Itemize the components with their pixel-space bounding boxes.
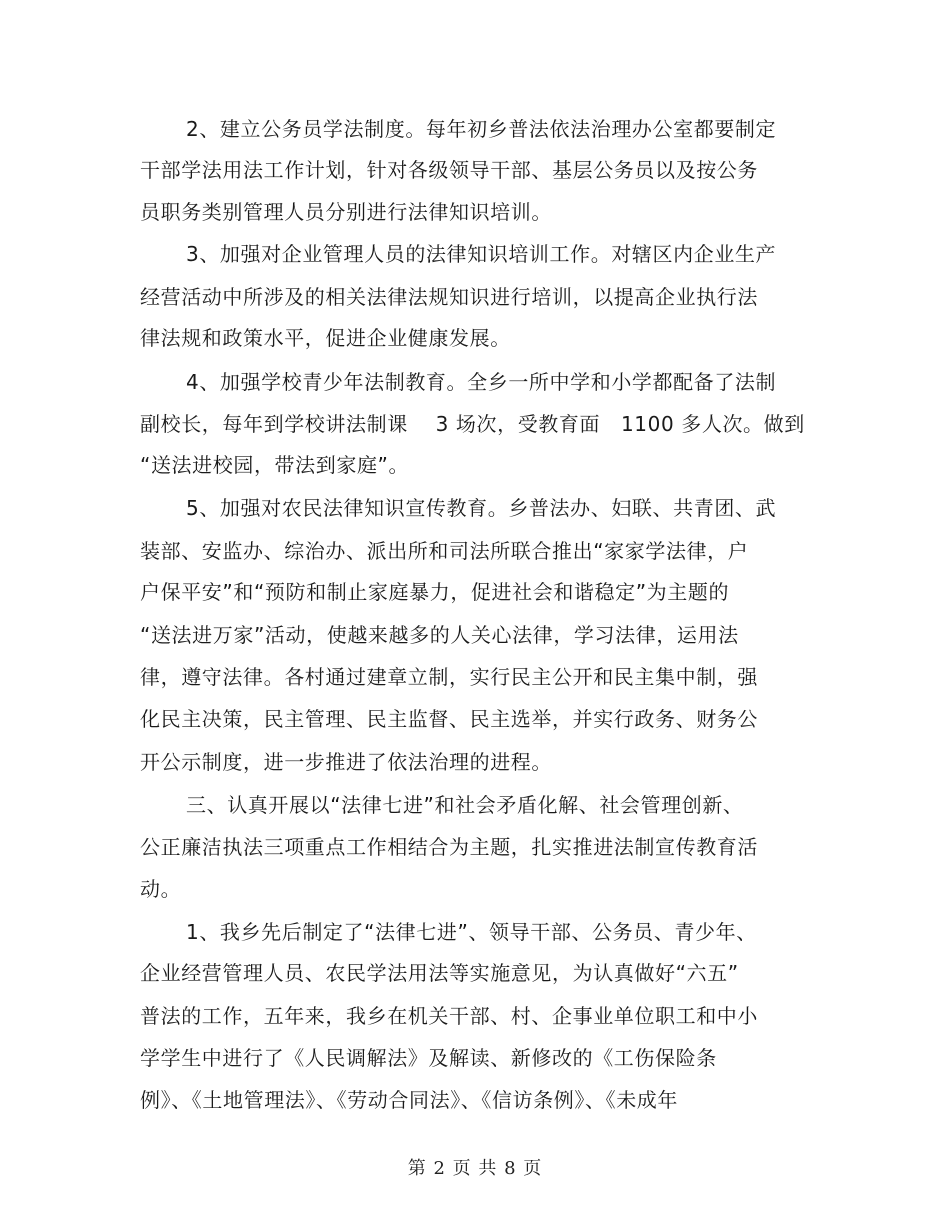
paragraph-line: 开公示制度，进一步推进了依法治理的进程。 — [140, 750, 552, 774]
paragraph-line: 律法规和政策水平，促进企业健康发展。 — [140, 326, 511, 350]
paragraph-line: 企业经营管理人员、农民学法用法等实施意见，为认真做好“六五” — [140, 961, 739, 985]
paragraph-line: 员职务类别管理人员分别进行法律知识培训。 — [140, 200, 552, 224]
paragraph-line: 公正廉洁执法三项重点工作相结合为主题，扎实推进法制宣传教育活 — [140, 835, 758, 859]
paragraph-line: 律，遵守法律。各村通过建章立制，实行民主公开和民主集中制，强 — [140, 665, 758, 689]
paragraph-line: 三、认真开展以“法律七进”和社会矛盾化解、社会管理创新、 — [186, 793, 744, 817]
paragraph-line: 副校长，每年到学校讲法制课 3 场次，受教育面 1100 多人次。做到 — [140, 412, 805, 436]
paragraph-line: 经营活动中所涉及的相关法律法规知识进行培训，以提高企业执行法 — [140, 285, 758, 309]
paragraph-line: 4、加强学校青少年法制教育。全乡一所中学和小学都配备了法制 — [186, 370, 777, 394]
page-number-footer: 第 2 页 共 8 页 — [407, 1158, 543, 1179]
paragraph-line: 装部、安监办、综治办、派出所和司法所联合推出“家家学法律，户 — [140, 539, 749, 563]
paragraph-line: 1、我乡先后制定了“法律七进”、领导干部、公务员、青少年、 — [186, 920, 757, 944]
paragraph-line: 户保平安”和“预防和制止家庭暴力，促进社会和谐稳定”为主题的 — [140, 580, 730, 604]
paragraph-line: 例》、《土地管理法》、《劳动合同法》、《信访条例》、《未成年 — [140, 1088, 678, 1112]
paragraph-line: 学学生中进行了《人民调解法》及解读、新修改的《工伤保险条 — [140, 1046, 717, 1070]
paragraph-line: 2、建立公务员学法制度。每年初乡普法依法治理办公室都要制定 — [186, 117, 777, 141]
paragraph-line: 5、加强对农民法律知识宣传教育。乡普法办、妇联、共青团、武 — [186, 496, 777, 520]
paragraph-line: 普法的工作，五年来，我乡在机关干部、村、企事业单位职工和中小 — [140, 1004, 758, 1028]
paragraph-line: 化民主决策，民主管理、民主监督、民主选举，并实行政务、财务公 — [140, 707, 758, 731]
paragraph-line: “送法进万家”活动，使越来越多的人关心法律，学习法律，运用法 — [140, 623, 739, 647]
paragraph-line: 干部学法用法工作计划，针对各级领导干部、基层公务员以及按公务 — [140, 158, 758, 182]
paragraph-line: “送法进校园，带法到家庭”。 — [140, 453, 410, 477]
paragraph-line: 3、加强对企业管理人员的法律知识培训工作。对辖区内企业生产 — [186, 242, 777, 266]
paragraph-line: 动。 — [140, 877, 182, 901]
